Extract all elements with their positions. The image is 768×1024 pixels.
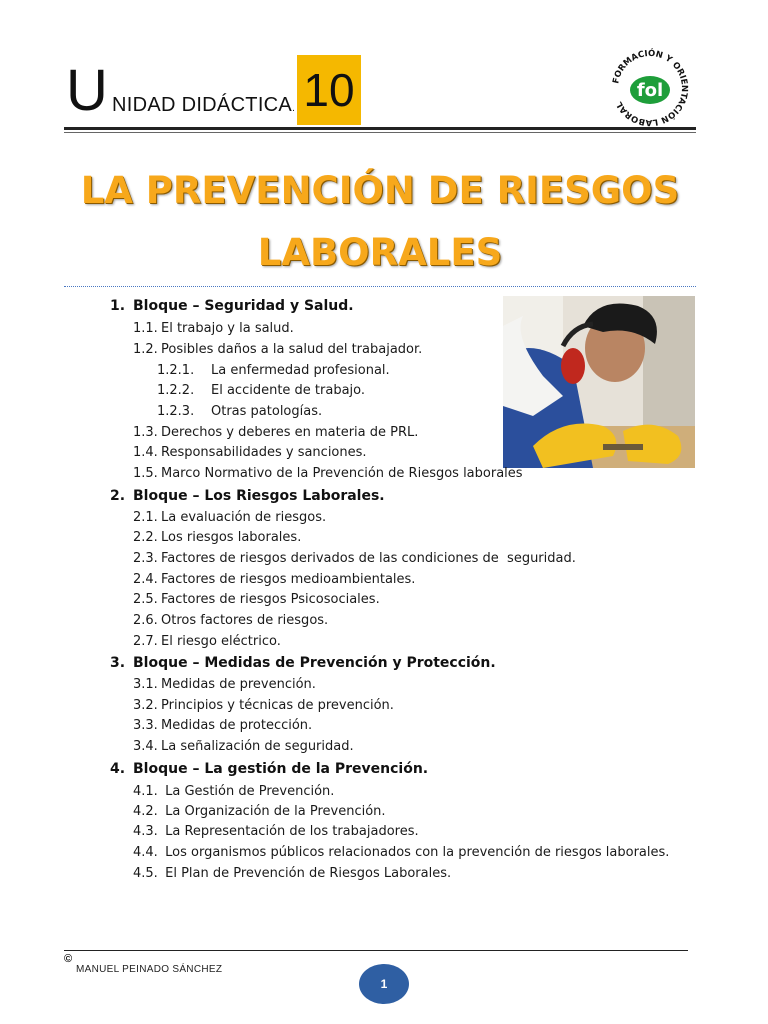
toc-text: La Gestión de Prevención. xyxy=(161,784,335,799)
toc-text: Marco Normativo de la Prevención de Riesgos laborales xyxy=(161,466,523,481)
toc-number: 1.4. xyxy=(133,445,158,460)
toc-item xyxy=(133,466,523,481)
title-line-2: LABORALES xyxy=(257,231,503,274)
toc-text: Responsabilidades y sanciones. xyxy=(161,445,367,460)
toc-number: 4. xyxy=(110,761,126,777)
toc-number: 4.1. xyxy=(133,784,158,799)
toc-number: 2. xyxy=(110,488,126,504)
copyright-symbol: © xyxy=(64,953,73,965)
toc-item xyxy=(133,425,418,440)
toc-text: Otras patologías. xyxy=(211,404,323,419)
toc-text: Principios y técnicas de prevención. xyxy=(161,698,394,713)
toc-item xyxy=(133,510,326,525)
toc-text: El trabajo y la salud. xyxy=(161,321,294,336)
toc-item xyxy=(133,634,281,649)
toc-text: El Plan de Prevención de Riesgos Laborales. xyxy=(161,866,452,881)
title-divider xyxy=(64,286,696,287)
toc-text: Los organismos públicos relacionados con la prevención de riesgos laborales. xyxy=(161,845,670,860)
toc-number: 1.1. xyxy=(133,321,158,336)
toc-item xyxy=(133,718,312,733)
toc-text: Bloque – Seguridad y Salud. xyxy=(133,298,354,314)
toc-number: 2.3. xyxy=(133,551,158,566)
unit-initial: U xyxy=(66,58,108,123)
toc-item xyxy=(157,404,322,419)
toc-text: La Organización de la Prevención. xyxy=(161,804,386,819)
toc-item xyxy=(133,321,294,336)
toc-item xyxy=(133,551,576,566)
toc-text: Derechos y deberes en materia de PRL. xyxy=(161,425,419,440)
toc-number: 4.5. xyxy=(133,866,158,881)
toc-number: 4.3. xyxy=(133,824,158,839)
header-rule-thin xyxy=(64,132,696,133)
toc-text: El riesgo eléctrico. xyxy=(161,634,281,649)
toc-item xyxy=(133,739,354,754)
svg-text:FORMACIÓN Y ORIENTACIÓN LABORA: FORMACIÓN Y ORIENTACIÓN LABORAL xyxy=(611,48,690,128)
toc-text: La Representación de los trabajadores. xyxy=(161,824,419,839)
toc-item xyxy=(133,824,419,839)
toc-number: 1.5. xyxy=(133,466,158,481)
toc-number: 1.2.2. xyxy=(157,383,195,398)
toc-item xyxy=(133,445,367,460)
toc-number: 2.7. xyxy=(133,634,158,649)
toc-number: 2.4. xyxy=(133,572,158,587)
header-rule xyxy=(64,127,696,130)
unit-header xyxy=(64,48,696,128)
svg-text:fol: fol xyxy=(636,80,664,101)
unit-number-badge: 10 xyxy=(297,55,361,125)
toc-number: 1. xyxy=(110,298,126,314)
worker-photo xyxy=(503,296,695,468)
toc-block-heading xyxy=(110,761,428,777)
author-name: MANUEL PEINADO SÁNCHEZ xyxy=(76,964,223,975)
toc-text: Factores de riesgos medioambientales. xyxy=(161,572,416,587)
toc-number: 4.2. xyxy=(133,804,158,819)
toc-text: Medidas de protección. xyxy=(161,718,313,733)
toc-text: El accidente de trabajo. xyxy=(211,383,366,398)
toc-number: 3.1. xyxy=(133,677,158,692)
unit-label: NIDAD DIDÁCTICA. xyxy=(112,94,296,116)
toc-item xyxy=(133,845,669,860)
toc-item xyxy=(133,592,380,607)
toc-item xyxy=(133,677,316,692)
toc-number: 3.3. xyxy=(133,718,158,733)
toc-item xyxy=(157,363,390,378)
toc-number: 4.4. xyxy=(133,845,158,860)
toc-item xyxy=(157,383,365,398)
toc-item xyxy=(133,613,328,628)
toc-text: Bloque – Los Riesgos Laborales. xyxy=(133,488,385,504)
toc-item xyxy=(133,866,451,881)
toc-number: 3.4. xyxy=(133,739,158,754)
toc-text: Bloque – Medidas de Prevención y Protección. xyxy=(133,655,496,671)
title-line-1: LA PREVENCIÓN DE RIESGOS xyxy=(80,169,680,212)
toc-text: Otros factores de riesgos. xyxy=(161,613,329,628)
toc-number: 2.2. xyxy=(133,530,158,545)
toc-number: 2.5. xyxy=(133,592,158,607)
toc-block-heading xyxy=(110,488,385,504)
toc-text: La evaluación de riesgos. xyxy=(161,510,327,525)
footer-rule xyxy=(64,950,688,951)
toc-text: Factores de riesgos derivados de las condiciones de seguridad. xyxy=(161,551,576,566)
toc-item xyxy=(133,804,386,819)
toc-text: Medidas de prevención. xyxy=(161,677,316,692)
toc-number: 2.1. xyxy=(133,510,158,525)
page-number-badge: 1 xyxy=(359,964,409,1004)
toc-item xyxy=(133,572,415,587)
toc-item xyxy=(133,530,301,545)
toc-text: Bloque – La gestión de la Prevención. xyxy=(133,761,429,777)
toc-item xyxy=(133,342,422,357)
toc-number: 3. xyxy=(110,655,126,671)
toc-block-heading xyxy=(110,298,354,314)
toc-text: Posibles daños a la salud del trabajador. xyxy=(161,342,423,357)
toc-text: Factores de riesgos Psicosociales. xyxy=(161,592,380,607)
toc-text: Los riesgos laborales. xyxy=(161,530,302,545)
toc-item xyxy=(133,698,394,713)
toc-block-heading xyxy=(110,655,496,671)
fol-logo xyxy=(604,48,696,128)
page-title xyxy=(64,160,696,284)
toc-text: La enfermedad profesional. xyxy=(211,363,390,378)
toc-number: 2.6. xyxy=(133,613,158,628)
toc-number: 1.2.1. xyxy=(157,363,195,378)
toc-number: 1.2. xyxy=(133,342,158,357)
toc-number: 1.2.3. xyxy=(157,404,195,419)
toc-number: 3.2. xyxy=(133,698,158,713)
toc-number: 1.3. xyxy=(133,425,158,440)
toc-text: La señalización de seguridad. xyxy=(161,739,354,754)
toc-item xyxy=(133,784,334,799)
